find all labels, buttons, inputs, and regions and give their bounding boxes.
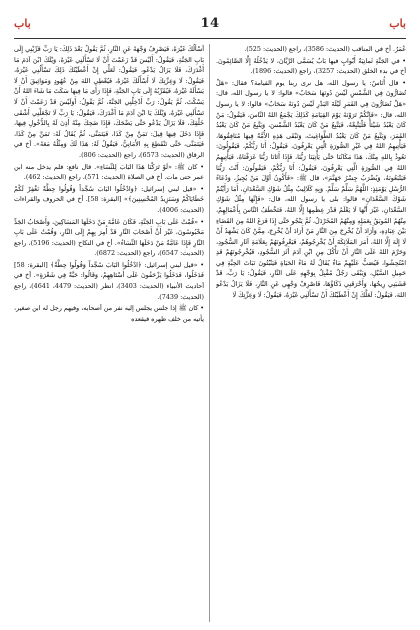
paragraph: • كان ﷺ: «لَوْ تَرَكْنَا هَذَا البَابَ لِلنِّسَاءِ». قال نافع: فلم يدخل منه ابن عمر حتى مات. أخ في الصلاة (الحديث: 571)، راجع (الحديث: 462). (14, 162, 204, 182)
paragraph: • في الجَنَّةِ ثَمانِيَةُ أَبْوابٍ فيها بَابٌ يُسَمَّى الرَّيَّانَ، لا يَدْخُلُهُ إِلَّا الصَّائِمُونَ. أخ في بدء الخلق (الحديث: 3257)، راجع (الحديث: 1896). (216, 56, 406, 76)
paragraph: عُمَرُ. أخ في المناقب (الحديث: 3586)، راجع (الحديث: 525). (244, 45, 406, 53)
paragraph: أَسْأَلُكَ غَيْرَهُ، فَيَصْرِفُ وَجْهَهُ عَنِ النَّارِ، ثُمَّ يَقُولُ بَعْدَ ذَلِكَ: يَا رَبِّ قَرِّبْنِي إِلَى بَابِ الجَنَّةِ، فَيَقُولُ: أَلَيْسَ قَدْ زَعَمْتَ أَنْ لَا تَسْأَلَنِي غَيْرَهُ، وَيْلَكَ ابْنَ آدَمَ مَا أَغْدَرَكَ، فَلَا يَزَالُ يَدْعُو، فَيَقُولُ: لَعَلِّي إِنْ أَعْطَيْتُكَ ذَلِكَ تَسْأَلُنِي غَيْرَهُ، فَيَقُولُ: لَا وَعِزَّتِكَ لَا أَسْأَلُكَ غَيْرَهُ، فَيُعْطِي اللهَ مِنْ عُهُودٍ وَمَوَاثِيقَ أَنْ لَا يَسْأَلَهُ غَيْرَهُ، فَيُقَرِّبُهُ إِلَى بَابِ الجَنَّةِ، فَإِذَا رَأَى مَا فِيهَا سَكَتَ مَا شَاءَ اللهُ أَنْ يَسْكُتَ، ثُمَّ يَقُولُ: رَبِّ أَدْخِلْنِي الجَنَّةَ، ثُمَّ يَقُولُ: أَوَلَيْسَ قَدْ زَعَمْتَ أَنْ لَا تَسْأَلَنِي غَيْرَهُ، وَيْلَكَ يَا ابْنَ آدَمَ مَا أَغْدَرَكَ، فَيَقُولُ: يَا رَبِّ لَا تَجْعَلْنِي أَشْقَى خَلْقِكَ، فَلَا يَزَالُ يَدْعُو حَتَّى يَضْحَكَ، فَإِذَا ضَحِكَ مِنْهُ أَذِنَ لَهُ بِالدُّخُولِ فِيهَا، فَإِذَا دَخَلَ فِيهَا قِيلَ: تَمَنَّ مِنْ كَذَا، فَيَتَمَنَّى، ثُمَّ يُقَالُ لَهُ: تَمَنَّ مِنْ كَذَا، فَيَتَمَنَّى، حَتَّى تَنْقَطِعَ بِهِ الأَمَانِيُّ، فَيَقُولُ لَهُ: هَذَا لَكَ وَمِثْلُهُ مَعَهُ». أخ في الرقاق (الحديث: 6573)، راجع (الحديث: 806). (14, 45, 204, 159)
left-column (14, 44, 204, 622)
paragraph: • «قُمْتُ عَلَى بَابِ الجَنَّةِ، فَكَانَ عَامَّةَ مَنْ دَخَلَهَا المَسَاكِينَ، وَأَصْحَابُ الجَدِّ مَحْبُوسُونَ، غَيْرَ أَنَّ أَصْحَابَ النَّارِ قَدْ أُمِرَ بِهِمْ إِلَى النَّارِ، وَقُمْتُ عَلَى بَابِ النَّارِ فَإِذَا عَامَّةُ مَنْ دَخَلَهَا النِّسَاءُ». أخ في النكاح (الحديث: 5196)، راجع (الحديث: 6547)، راجع (الحديث: 6872). (14, 217, 204, 258)
page-number: 14 (200, 15, 220, 31)
header-left-word: باب (14, 16, 31, 30)
text-columns (14, 44, 406, 622)
page-header (14, 8, 406, 39)
header-right-word: باب (389, 16, 406, 30)
right-column (216, 44, 406, 622)
paragraph: • «قيل لبني إسرائيل: ﴿وَادْخُلُوا البَابَ سُجَّداً وَقُولُوا حِطَّةٌ نَغْفِرْ لَكُمْ خَطَايَاكُمْ وَسَنَزِيدُ المُحْسِنِينَ﴾» [البقرة: 58]. أخ في الحروف والقراءات (الحديث: 4006). (14, 184, 204, 214)
column-divider (209, 44, 210, 622)
paragraph: • «قيل لبني إسرائيل: ﴿ادْخُلُوا البَابَ سُجَّداً وَقُولُوا حِطَّةٌ﴾ [البقرة: 58] فَدَخَلُوا، فَدَخَلُوا يَزْحَفُونَ عَلَى أَسْتَاهِهِمْ، وَقَالُوا: حَبَّةٌ فِي شَعْرَةٍ». أخ في أحاديث الأنبياء (الحديث: 3403)، انظر (الحديث: 4479، 4641)، راجع (الحديث: 7439). (14, 260, 204, 301)
paragraph: • كان ﷺ إذا جلس يجلس إليه نفر من أصحابه، وفيهم رجل له ابن صغير، يأتيه من خلف ظهره فيقعده (14, 304, 204, 323)
paragraph: • قال أُنَاسٌ: يا رسول الله، هل نرى ربنا يوم القيامة؟ فقال: «هَلْ تُضَارُّونَ فِي الشَّمْسِ لَيْسَ دُونَهَا سَحَابٌ» قالوا: لا يا رسول الله، قال: «هَلْ تُضَارُّونَ فِي القَمَرِ لَيْلَةَ البَدْرِ لَيْسَ دُونَهُ سَحَابٌ» قالوا: لا يا رسول الله، قال: «فَإِنَّكُمْ تَرَوْنَهُ يَوْمَ القِيَامَةِ كَذَلِكَ يَجْمَعُ اللهُ النَّاسَ، فَيَقُولُ: مَنْ كَانَ يَعْبُدُ شَيْئاً فَلْيَتَّبِعْهُ، فَيَتَّبِعُ مَنْ كَانَ يَعْبُدُ الشَّمْسَ، وَيَتَّبِعُ مَنْ كَانَ يَعْبُدُ القَمَرَ، وَيَتَّبِعُ مَنْ كَانَ يَعْبُدُ الطَّوَاغِيتَ، وَتَبْقَى هَذِهِ الأُمَّةُ فِيهَا مُنَافِقُوهَا، فَيَأْتِيهِمُ اللهُ فِي غَيْرِ الصُّورَةِ الَّتِي يَعْرِفُونَ، فَيَقُولُ: أَنَا رَبُّكُمْ، فَيَقُولُونَ: نَعُوذُ بِاللهِ مِنْكَ، هَذَا مَكَانُنَا حَتَّى يَأْتِيَنَا رَبُّنَا، فَإِذَا أَتَانَا رَبُّنَا عَرَفْنَاهُ، فَيَأْتِيهِمُ اللهُ فِي الصُّورَةِ الَّتِي يَعْرِفُونَ، فَيَقُولُ: أَنَا رَبُّكُمْ، فَيَقُولُونَ: أَنْتَ رَبُّنَا فَيَتْبَعُونَهُ، وَيُضْرَبُ جِسْرُ جَهَنَّمَ»، قال ﷺ: «فَأَكُونُ أَوَّلَ مَنْ يُجِيزُ، وَدُعَاءُ الرُّسُلِ يَوْمَئِذٍ: اللَّهُمَّ سَلِّمْ سَلِّمْ. وَبِهِ كَلَالِيبُ مِثْلُ شَوْكِ السَّعْدَانِ، أَمَا رَأَيْتُمْ شَوْكَ السَّعْدَانِ» قالوا: بلى يا رسول الله، قال: «فَإِنَّهَا مِثْلُ شَوْكِ السَّعْدَانِ، غَيْرَ أَنَّهَا لَا يَعْلَمُ قَدْرَ عِظَمِهَا إِلَّا اللهُ، فَتَخْطَفُ النَّاسَ بِأَعْمَالِهِمْ، مِنْهُمُ المُوبَقُ بِعَمَلِهِ وَمِنْهُمُ المُخَرْدَلُ، ثُمَّ يَنْجُو حَتَّى إِذَا فَرَغَ اللهُ مِنَ القَضَاءِ بَيْنَ عِبَادِهِ، وَأَرَادَ أَنْ يُخْرِجَ مِنَ النَّارِ مَنْ أَرَادَ أَنْ يُخْرِجَ، مِمَّنْ كَانَ يَشْهَدُ أَنْ لَا إِلَهَ إِلَّا اللهُ، أَمَرَ المَلَائِكَةَ أَنْ يُخْرِجُوهُمْ، فَيَعْرِفُونَهُمْ بِعَلَامَةِ آثَارِ السُّجُودِ، وَحَرَّمَ اللهُ عَلَى النَّارِ أَنْ تَأْكُلَ مِنِ ابْنِ آدَمَ أَثَرَ السُّجُودِ، فَيُخْرِجُونَهُمْ قَدِ امْتُحِشُوا، فَيُصَبُّ عَلَيْهِمْ مَاءٌ يُقَالُ لَهُ مَاءُ الحَيَاةِ فَيَنْبُتُونَ نَبَاتَ الحِبَّةِ فِي حَمِيلِ السَّيْلِ، وَيَبْقَى رَجُلٌ مُقْبِلٌ بِوَجْهِهِ عَلَى النَّارِ، فَيَقُولُ: يَا رَبِّ، قَدْ قَشَبَنِي رِيحُهَا، وَأَحْرَقَنِي ذَكَاؤُهَا، فَاصْرِفْ وَجْهِي عَنِ النَّارِ، فَلَا يَزَالُ يَدْعُو اللهَ، فَيَقُولُ: لَعَلَّكَ إِنْ أَعْطَيْتُكَ أَنْ تَسْأَلَنِي غَيْرَهُ، فَيَقُولُ: لَا وَعِزَّتِكَ لَا (216, 78, 406, 299)
